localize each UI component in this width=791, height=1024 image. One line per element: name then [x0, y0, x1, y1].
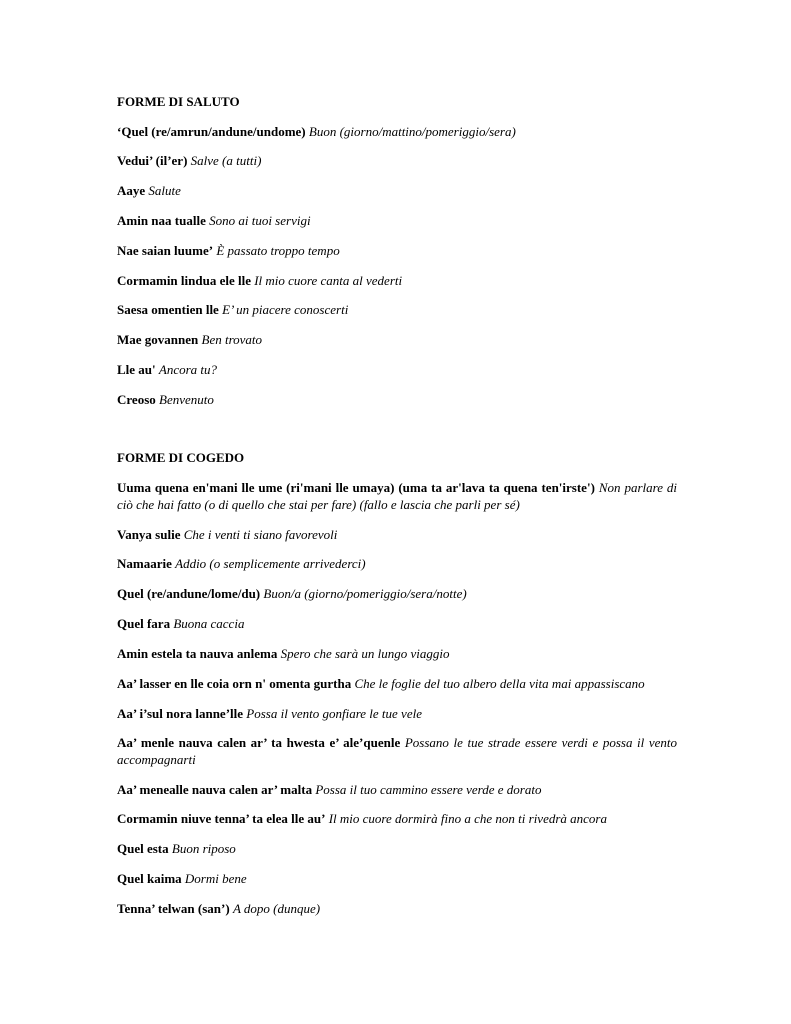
italian-translation: Buon (giorno/mattino/pomeriggio/sera) [308, 124, 516, 139]
greeting-entry [117, 212, 677, 229]
italian-translation: È passato troppo tempo [216, 243, 340, 258]
elvish-term: Vedui’ (il’er) [117, 153, 188, 168]
farewell-entry [117, 840, 677, 857]
farewell-entry [117, 585, 677, 602]
greeting-entry [117, 152, 677, 169]
elvish-term: Aa’ lasser en lle coia orn n' omenta gurtha [117, 676, 352, 691]
italian-translation: Buon/a (giorno/pomeriggio/sera/notte) [263, 586, 467, 601]
elvish-term: Lle au' [117, 362, 156, 377]
greeting-entry [117, 301, 677, 318]
elvish-term: Uuma quena en'mani lle ume (ri'mani lle umaya) (uma ta ar'lava ta quena ten'irste') [117, 480, 595, 495]
farewell-entry [117, 810, 677, 827]
elvish-term: Cormamin niuve tenna’ ta elea lle au’ [117, 811, 326, 826]
elvish-term: Creoso [117, 392, 156, 407]
italian-translation: Dormi bene [184, 871, 247, 886]
elvish-term: Cormamin lindua ele lle [117, 273, 251, 288]
elvish-term: Tenna’ telwan (san’) [117, 901, 230, 916]
elvish-term: Namaarie [117, 556, 172, 571]
italian-translation: Possa il vento gonfiare le tue vele [246, 706, 422, 721]
italian-translation: Sono ai tuoi servigi [209, 213, 311, 228]
farewell-entry [117, 615, 677, 632]
greeting-entry [117, 331, 677, 348]
farewell-entry [117, 675, 677, 692]
italian-translation: Benvenuto [159, 392, 214, 407]
elvish-term: Amin estela ta nauva anlema [117, 646, 278, 661]
italian-translation: Buona caccia [173, 616, 245, 631]
elvish-term: Quel fara [117, 616, 171, 631]
farewell-entry [117, 734, 677, 768]
farewell-entry [117, 900, 677, 917]
elvish-term: Aaye [117, 183, 146, 198]
farewell-entry [117, 870, 677, 887]
elvish-term: Saesa omentien lle [117, 302, 219, 317]
italian-translation: Spero che sarà un lungo viaggio [280, 646, 450, 661]
italian-translation: Possa il tuo cammino essere verde e dorato [315, 782, 542, 797]
greeting-entry [117, 391, 677, 408]
greeting-entry [117, 242, 677, 259]
elvish-term: Aa’ menealle nauva calen ar’ malta [117, 782, 313, 797]
farewell-entry [117, 526, 677, 543]
elvish-term: Vanya sulie [117, 527, 181, 542]
italian-translation: Che le foglie del tuo albero della vita mai appassiscano [354, 676, 645, 691]
italian-translation: Ben trovato [201, 332, 263, 347]
elvish-term: Quel esta [117, 841, 169, 856]
italian-translation: Ancora tu? [158, 362, 218, 377]
farewell-entry [117, 555, 677, 572]
elvish-term: Aa’ menle nauva calen ar’ ta hwesta e’ ale’quenle [117, 735, 401, 750]
elvish-term: Amin naa tualle [117, 213, 206, 228]
italian-translation: Il mio cuore canta al vederti [254, 273, 403, 288]
farewell-entry [117, 479, 677, 513]
italian-translation: Salute [148, 183, 181, 198]
italian-translation: E’ un piacere conoscerti [222, 302, 349, 317]
greeting-entry [117, 182, 677, 199]
section-title-saluto: FORME DI SALUTO [117, 94, 240, 109]
elvish-term: Quel (re/andune/lome/du) [117, 586, 261, 601]
greeting-entry [117, 272, 677, 289]
elvish-term: Quel kaima [117, 871, 182, 886]
italian-translation: Buon riposo [171, 841, 236, 856]
elvish-term: Aa’ i’sul nora lanne’lle [117, 706, 244, 721]
greeting-entry [117, 361, 677, 378]
elvish-term: Mae govannen [117, 332, 199, 347]
italian-translation: Che i venti ti siano favorevoli [183, 527, 338, 542]
elvish-term: ‘Quel (re/amrun/andune/undome) [117, 124, 306, 139]
italian-translation: Addio (o semplicemente arrivederci) [175, 556, 366, 571]
farewell-entry [117, 705, 677, 722]
italian-translation: A dopo (dunque) [232, 901, 321, 916]
italian-translation: Possano le tue strade essere verdi e possa il vento accompagnarti [117, 735, 678, 767]
farewell-entry [117, 781, 677, 798]
elvish-term: Nae saian luume’ [117, 243, 214, 258]
farewell-entry [117, 645, 677, 662]
italian-translation: Salve (a tutti) [190, 153, 262, 168]
italian-translation: Il mio cuore dormirà fino a che non ti rivedrà ancora [328, 811, 607, 826]
italian-translation: Non parlare di ciò che hai fatto (o di quello che stai per fare) (fallo e lascia che parli per sé) [117, 480, 678, 512]
greeting-entry [117, 123, 677, 140]
section-title-congedo: FORME DI COGEDO [117, 450, 245, 465]
